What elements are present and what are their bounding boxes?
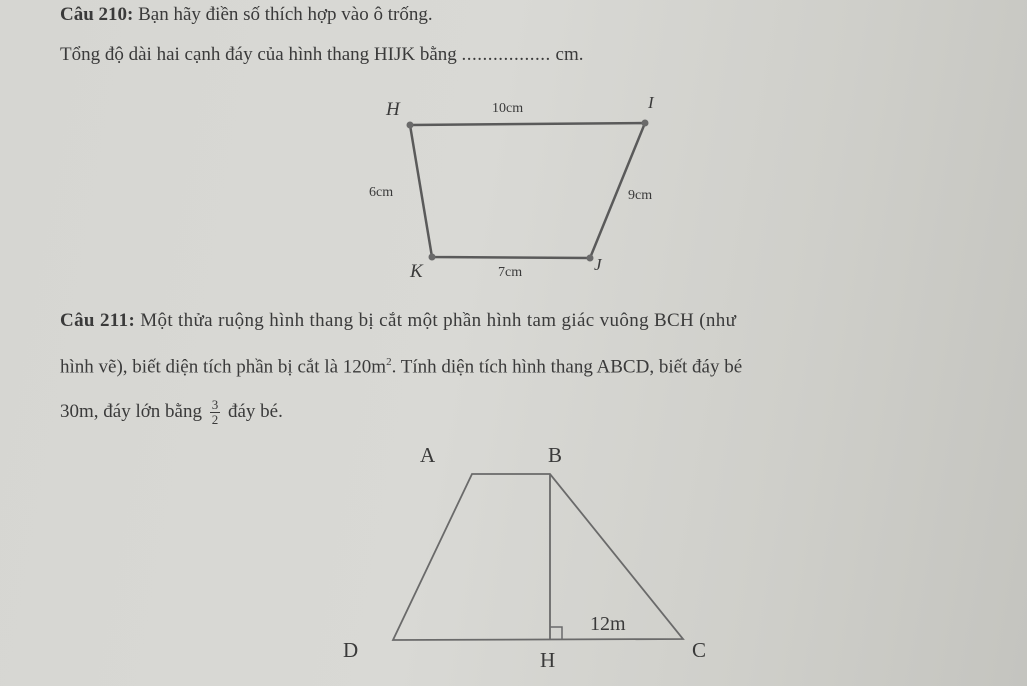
vertex-label-c: C: [692, 638, 707, 662]
q211-text-2b: . Tính diện tích hình thang ABCD, biết đáy bé: [391, 356, 743, 378]
vertex-point-j: [587, 255, 594, 262]
fraction-denominator: 2: [211, 412, 219, 427]
vertex-label-k: K: [410, 261, 423, 282]
q210-prompt: Bạn hãy điền số thích hợp vào ô trống.: [138, 4, 433, 25]
q210-label: Câu 210:: [60, 4, 134, 25]
right-angle-marker: [550, 627, 562, 639]
length-label-ij: 9cm: [628, 188, 653, 203]
vertex-point-i: [642, 120, 649, 127]
vertex-point-k: [429, 254, 436, 261]
q211-text-2a: hình vẽ), biết diện tích phần bị cắt là 120m: [60, 356, 387, 378]
vertex-label-a: A: [420, 443, 436, 467]
q211-text-1: Một thửa ruộng hình thang bị cắt một phần hình tam giác vuông BCH (như: [140, 310, 737, 331]
vertex-label-d: D: [343, 638, 359, 662]
fraction: [210, 398, 221, 427]
length-label-kj: 7cm: [498, 265, 523, 280]
length-label-hi: 10cm: [492, 101, 524, 116]
q210-statement: Tổng độ dài hai cạnh đáy của hình thang HIJK bằng: [60, 44, 457, 65]
trapezoid-abcd: [393, 474, 683, 640]
q211-text-3a: 30m, đáy lớn bằng: [60, 400, 202, 422]
q211-text-3b: đáy bé.: [227, 400, 283, 422]
fraction-numerator: 3: [211, 397, 219, 412]
q211-line-3: [60, 398, 283, 427]
q211-line-2: [60, 356, 742, 378]
q211-label: Câu 211:: [60, 310, 136, 331]
answer-blank[interactable]: .................: [461, 44, 551, 65]
q211-line-1: [60, 310, 736, 332]
area-exponent: 2: [386, 356, 392, 368]
q210-unit: cm.: [555, 44, 584, 65]
vertex-label-b: B: [548, 443, 563, 467]
vertex-label-h: H: [386, 99, 400, 120]
length-label-hk: 6cm: [369, 185, 394, 200]
vertex-label-j: J: [594, 255, 602, 274]
trapezoid-hijk: [410, 123, 645, 258]
height-label: 12m: [590, 613, 626, 635]
vertex-point-h: [407, 122, 414, 129]
vertex-label-i: I: [648, 93, 654, 112]
vertex-label-h2: H: [540, 648, 556, 672]
